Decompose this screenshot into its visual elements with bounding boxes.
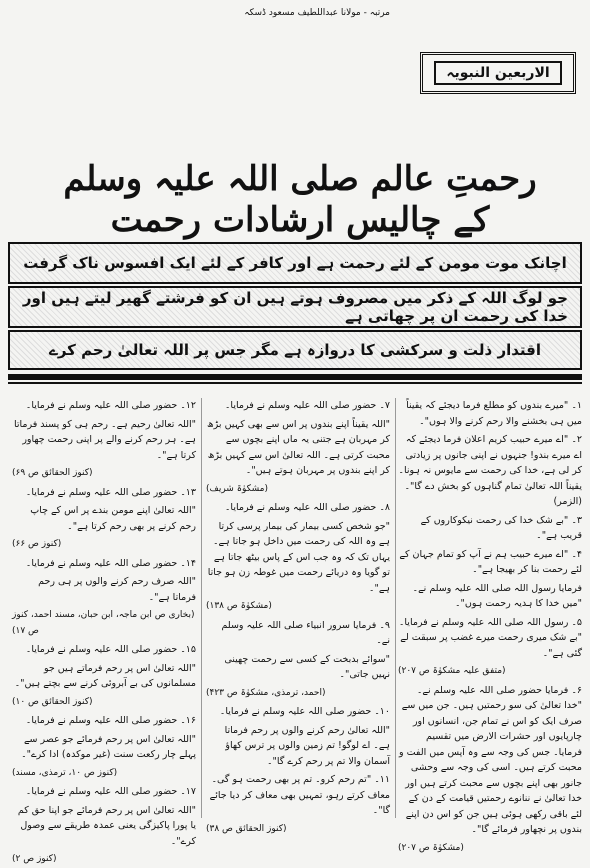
column-separator bbox=[395, 398, 396, 818]
paragraph: (کنوز الحقائق ص ۶۹) bbox=[12, 468, 93, 478]
banner-3: اقتدار ذلت و سرکشی کا دروازہ ہے مگر جس پر اللہ تعالیٰ رحم کرے bbox=[8, 330, 582, 370]
column-separator bbox=[201, 398, 202, 818]
paragraph: (مشکوٰۃ ص ۲۰۷) bbox=[398, 842, 464, 853]
paragraph: "اللہ تعالیٰ اپنے مومن بندے پر اس کے چاپ رحم کرنے پر بھی رحم کرتا ہے"۔ bbox=[30, 505, 196, 532]
paragraph: ۱۱۔ "تم رحم کرو۔ تم پر بھی رحمت ہو گی۔ معاف کرتے رہو، تمہیں بھی معاف کر دیا جائے گا"۔ bbox=[209, 774, 390, 816]
paragraph: ۱۶۔ حضور صلی اللہ علیہ وسلم نے فرمایا۔ bbox=[25, 715, 196, 726]
paragraph: (کنوز ص ۲) bbox=[12, 854, 57, 864]
section-divider bbox=[8, 374, 582, 380]
paragraph: ۱۴۔ حضور صلی اللہ علیہ وسلم نے فرمایا۔ bbox=[25, 557, 196, 569]
paragraph: ۷۔ حضور صلی اللہ علیہ وسلم نے فرمایا۔ bbox=[224, 400, 390, 411]
paragraph: "سوائے بدبخت کے کسی سے رحمت چھینی نہیں جاتی"۔ bbox=[224, 653, 390, 680]
paragraph: ۸۔ حضور صلی اللہ علیہ وسلم نے فرمایا۔ bbox=[224, 502, 390, 513]
paragraph: (کنوز الحقائق ص ۱۰) bbox=[12, 696, 93, 707]
paragraph: ۲۔ "اے میرے حبیب کریم اعلان فرما دیجئے کہ اے میرے بندو! جنہوں نے اپنی جانوں پر زیادتی کر لی ہے، خدا کی رحمت سے مایوس نہ ہونا۔ یقیناً اللہ تعالیٰ تمام گناہوں کو بخش دے گا"۔ (الزمر) bbox=[398, 434, 582, 507]
paragraph: (متفق علیہ مشکوٰۃ ص ۲۰۷) bbox=[398, 666, 506, 676]
paragraph: "اللہ یقیناً اپنے بندوں پر اس سے بھی کہیں بڑھ کر مہربان ہے جتنی یہ ماں اپنے بچوں سے محبت کرتی ہے۔ اللہ تعالیٰ اس سے کہیں بڑھ کر اپنے بندوں پر مہربان ہوتے ہیں"۔ bbox=[207, 418, 390, 476]
column-middle bbox=[206, 398, 390, 834]
paragraph: ۱۵۔ حضور صلی اللہ علیہ وسلم نے فرمایا۔ bbox=[25, 644, 196, 655]
section-divider-thin bbox=[8, 382, 582, 384]
paragraph: "اللہ تعالیٰ اس پر رحم فرماتے ہیں جو مسلمانوں کی بے آبروئی کرنے سے بچتے ہیں"۔ bbox=[14, 662, 196, 689]
paragraph: ۵۔ رسول اللہ صلی اللہ علیہ وسلم نے فرمایا۔ "بے شک میری رحمت میرے غضب پر سبقت لے گئی ہے"۔ bbox=[398, 616, 582, 659]
paragraph: (کنوز ص ۱۰، ترمذی، مسند) bbox=[12, 767, 118, 778]
paragraph: (مشکوٰۃ شریف) bbox=[206, 483, 268, 494]
paragraph: ۱۷۔ حضور صلی اللہ علیہ وسلم نے فرمایا۔ bbox=[25, 786, 196, 797]
paragraph: "اللہ تعالیٰ اس پر رحم فرمائے جو اپنا حق کم یا پورا پاکیزگی یعنی عمدہ طریقے سے وصول کرے"۔ bbox=[17, 804, 196, 847]
column-right bbox=[398, 398, 582, 853]
paragraph: (بخاری ص ابن ماجہ، ابن حبان، مسند احمد، کنوز ص ۱۷) bbox=[12, 610, 195, 636]
paragraph: (مشکوٰۃ ص ۱۳۸) bbox=[206, 601, 272, 611]
paragraph: "اللہ تعالیٰ رحم کرنے والوں پر رحم فرماتا ہے۔ اے لوگو! تم زمین والوں پر ترس کھاؤ آسمان والا تم پر رحم کرے گا"۔ bbox=[224, 724, 390, 767]
paragraph: "جو شخص کسی بیمار کی بیمار پرسی کرتا ہے وہ اللہ کی رحمت میں داخل ہو جاتا ہے۔ یہاں تک کہ وہ جب اس کے پاس بیٹھ جاتا ہے تو گویا وہ دریائے رحمت میں غوطہ زن ہو جاتا ہے"۔ bbox=[207, 520, 390, 594]
paragraph: "اللہ صرف رحم کرنے والوں پر ہی رحم فرماتا ہے"۔ bbox=[38, 576, 196, 603]
series-title-box bbox=[420, 52, 576, 94]
paragraph: (احمد، ترمذی، مشکوٰۃ ص ۴۲۳) bbox=[206, 687, 326, 698]
paragraph: (کنوز الحقائق ص ۳۸) bbox=[206, 823, 287, 834]
paragraph: ۱۔ "میرے بندوں کو مطلع فرما دیجئے کہ یقیناً میں ہی بخشنے والا رحم کرنے والا ہوں"۔ bbox=[406, 400, 582, 427]
paragraph: "اللہ تعالیٰ رحیم ہے۔ رحم ہی کو پسند فرماتا ہے۔ ہر رحم کرنے والے پر اپنی رحمت چھاور کرتا ہے"۔ bbox=[13, 418, 196, 461]
series-title: الاربعین النبویہ bbox=[434, 61, 561, 85]
paragraph: ۶۔ فرمایا حضور صلی اللہ علیہ وسلم نے۔ "خدا تعالیٰ کی سو رحمتیں ہیں۔ جن میں سے صرف ایک کو اس نے تمام جن، انسانوں اور چارپایوں اور حشرات الارض میں تقسیم فرمایا۔ جس کی وجہ سے وہ آپس میں الفت و محبت کرتے ہیں۔ اسی کی وجہ سے وحشی جانور بھی اپنے بچوں سے محبت کرتے ہیں اور خدا تعالیٰ نے ننانوے رحمتیں قیامت کے دن کے لئے باقی رکھی ہوئی ہیں جن کو اس دن اپنے بندوں پر نچھاور فرمائے گا"۔ bbox=[398, 684, 582, 835]
paragraph: ۹۔ فرمایا سرور انبیاء صلی اللہ علیہ وسلم نے۔ bbox=[221, 619, 390, 646]
column-left bbox=[12, 398, 196, 864]
banner-1: اچانک موت مومن کے لئے رحمت ہے اور کافر کے لئے ایک افسوس ناک گرفت bbox=[8, 242, 582, 284]
paragraph: ۳۔ "بے شک خدا کی رحمت نیکوکاروں کے قریب ہے"۔ bbox=[420, 514, 582, 541]
page-title: رحمتِ عالم صلی اللہ علیہ وسلم کے چالیس ارشادات رحمت bbox=[63, 159, 537, 240]
paragraph: (کنوز ص ۶۶) bbox=[12, 539, 62, 549]
paragraph: ۱۰۔ حضور صلی اللہ علیہ وسلم نے فرمایا۔ bbox=[219, 706, 390, 717]
author-credit: مرتبہ - مولانا عبداللطیف مسعود ڈسکہ bbox=[244, 8, 390, 18]
paragraph: فرمایا رسول اللہ صلی اللہ علیہ وسلم نے۔ "میں خدا کا ہدیہ رحمت ہوں"۔ bbox=[412, 582, 582, 609]
paragraph: ۱۳۔ حضور صلی اللہ علیہ وسلم نے فرمایا۔ bbox=[25, 486, 196, 498]
paragraph: "اللہ تعالیٰ اس پر رحم فرمائے جو عصر سے پہلے چار رکعت سنت (غیر موکدہ) ادا کرے"۔ bbox=[21, 733, 196, 760]
banner-2: جو لوگ اللہ کے ذکر میں مصروف ہوتے ہیں ان کو فرشتے گھیر لیتے ہیں اور خدا کی رحمت ان پر چھاتی ہے bbox=[8, 286, 582, 328]
paragraph: ۱۲۔ حضور صلی اللہ علیہ وسلم نے فرمایا۔ bbox=[25, 400, 196, 411]
paragraph: ۴۔ "اے میرے حبیب ہم نے آپ کو تمام جہان کے لئے رحمت بنا کر بھیجا ہے"۔ bbox=[399, 548, 582, 575]
